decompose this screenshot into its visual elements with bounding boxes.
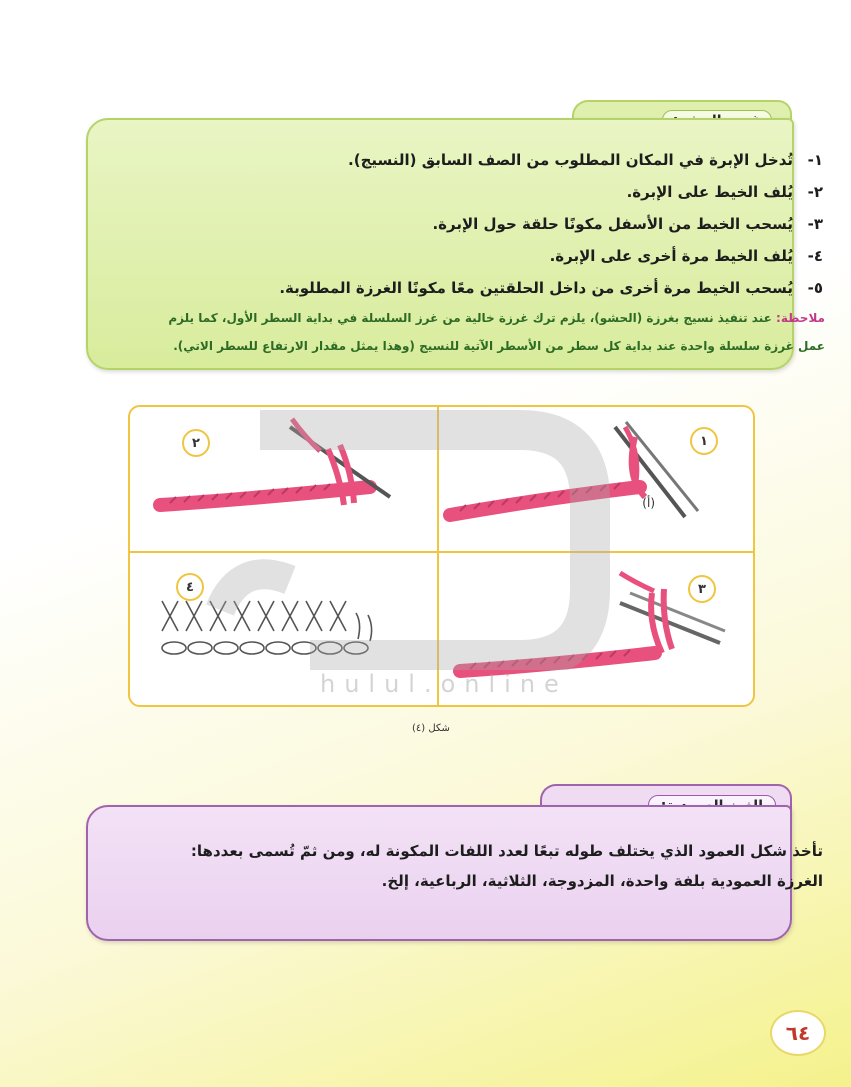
vertical-stitches-text xyxy=(143,836,823,896)
figure-divider-vertical xyxy=(437,407,439,705)
page-number: ٦٤ xyxy=(770,1010,826,1056)
panel-number-4: ٤ xyxy=(176,573,204,601)
step-item: ٢- يُلف الخيط على الإبرة. xyxy=(626,183,823,201)
step-item: ٥- يُسحب الخيط مرة أخرى من داخل الحلقتين معًا مكونًا الغرزة المطلوبة. xyxy=(279,279,823,297)
figure-caption: شكل (٤) xyxy=(412,723,450,734)
vertical-stitches-line-2: الغرزة العمودية بلفة واحدة، المزدوجة، الثلاثية، الرباعية، إلخ. xyxy=(381,872,823,890)
svg-text:(أ): (أ) xyxy=(642,496,655,510)
panel-number-1: ١ xyxy=(690,427,718,455)
steps-list xyxy=(163,144,823,304)
panel-number-2: ٢ xyxy=(182,429,210,457)
figure-panel-1 xyxy=(440,407,745,551)
step-item: ٤- يُلف الخيط مرة أخرى على الإبرة. xyxy=(549,247,823,265)
note xyxy=(125,304,825,360)
vertical-stitches-line-1: تأخذ شكل العمود الذي يختلف طوله تبعًا لعدد اللفات المكونة له، ومن ثمّ تُسمى بعددها: xyxy=(190,842,823,860)
note-label: ملاحظة: xyxy=(776,311,825,325)
note-line-1: عند تنفيذ نسيج بغرزة (الحشو)، يلزم ترك غرزة خالية من غرز السلسلة في بداية السطر الأول، كما يلزم xyxy=(168,311,772,325)
panel-number-3: ٣ xyxy=(688,575,716,603)
figure-panel-2 xyxy=(130,407,435,551)
crochet-figure xyxy=(128,405,755,707)
step-item: ١- تُدخل الإبرة في المكان المطلوب من الصف السابق (النسيج). xyxy=(348,151,823,169)
crochet-step-2-illustration xyxy=(130,407,435,551)
watermark-text: hulul.online xyxy=(320,670,568,698)
note-line-2: عمل غرزة سلسلة واحدة عند بداية كل سطر من الأسطر الآتية للنسيج (وهذا يمثل مقدار الارتفاع للسطر الاتي). xyxy=(173,339,825,353)
step-item: ٣- يُسحب الخيط من الأسفل مكونًا حلقة حول الإبرة. xyxy=(432,215,823,233)
